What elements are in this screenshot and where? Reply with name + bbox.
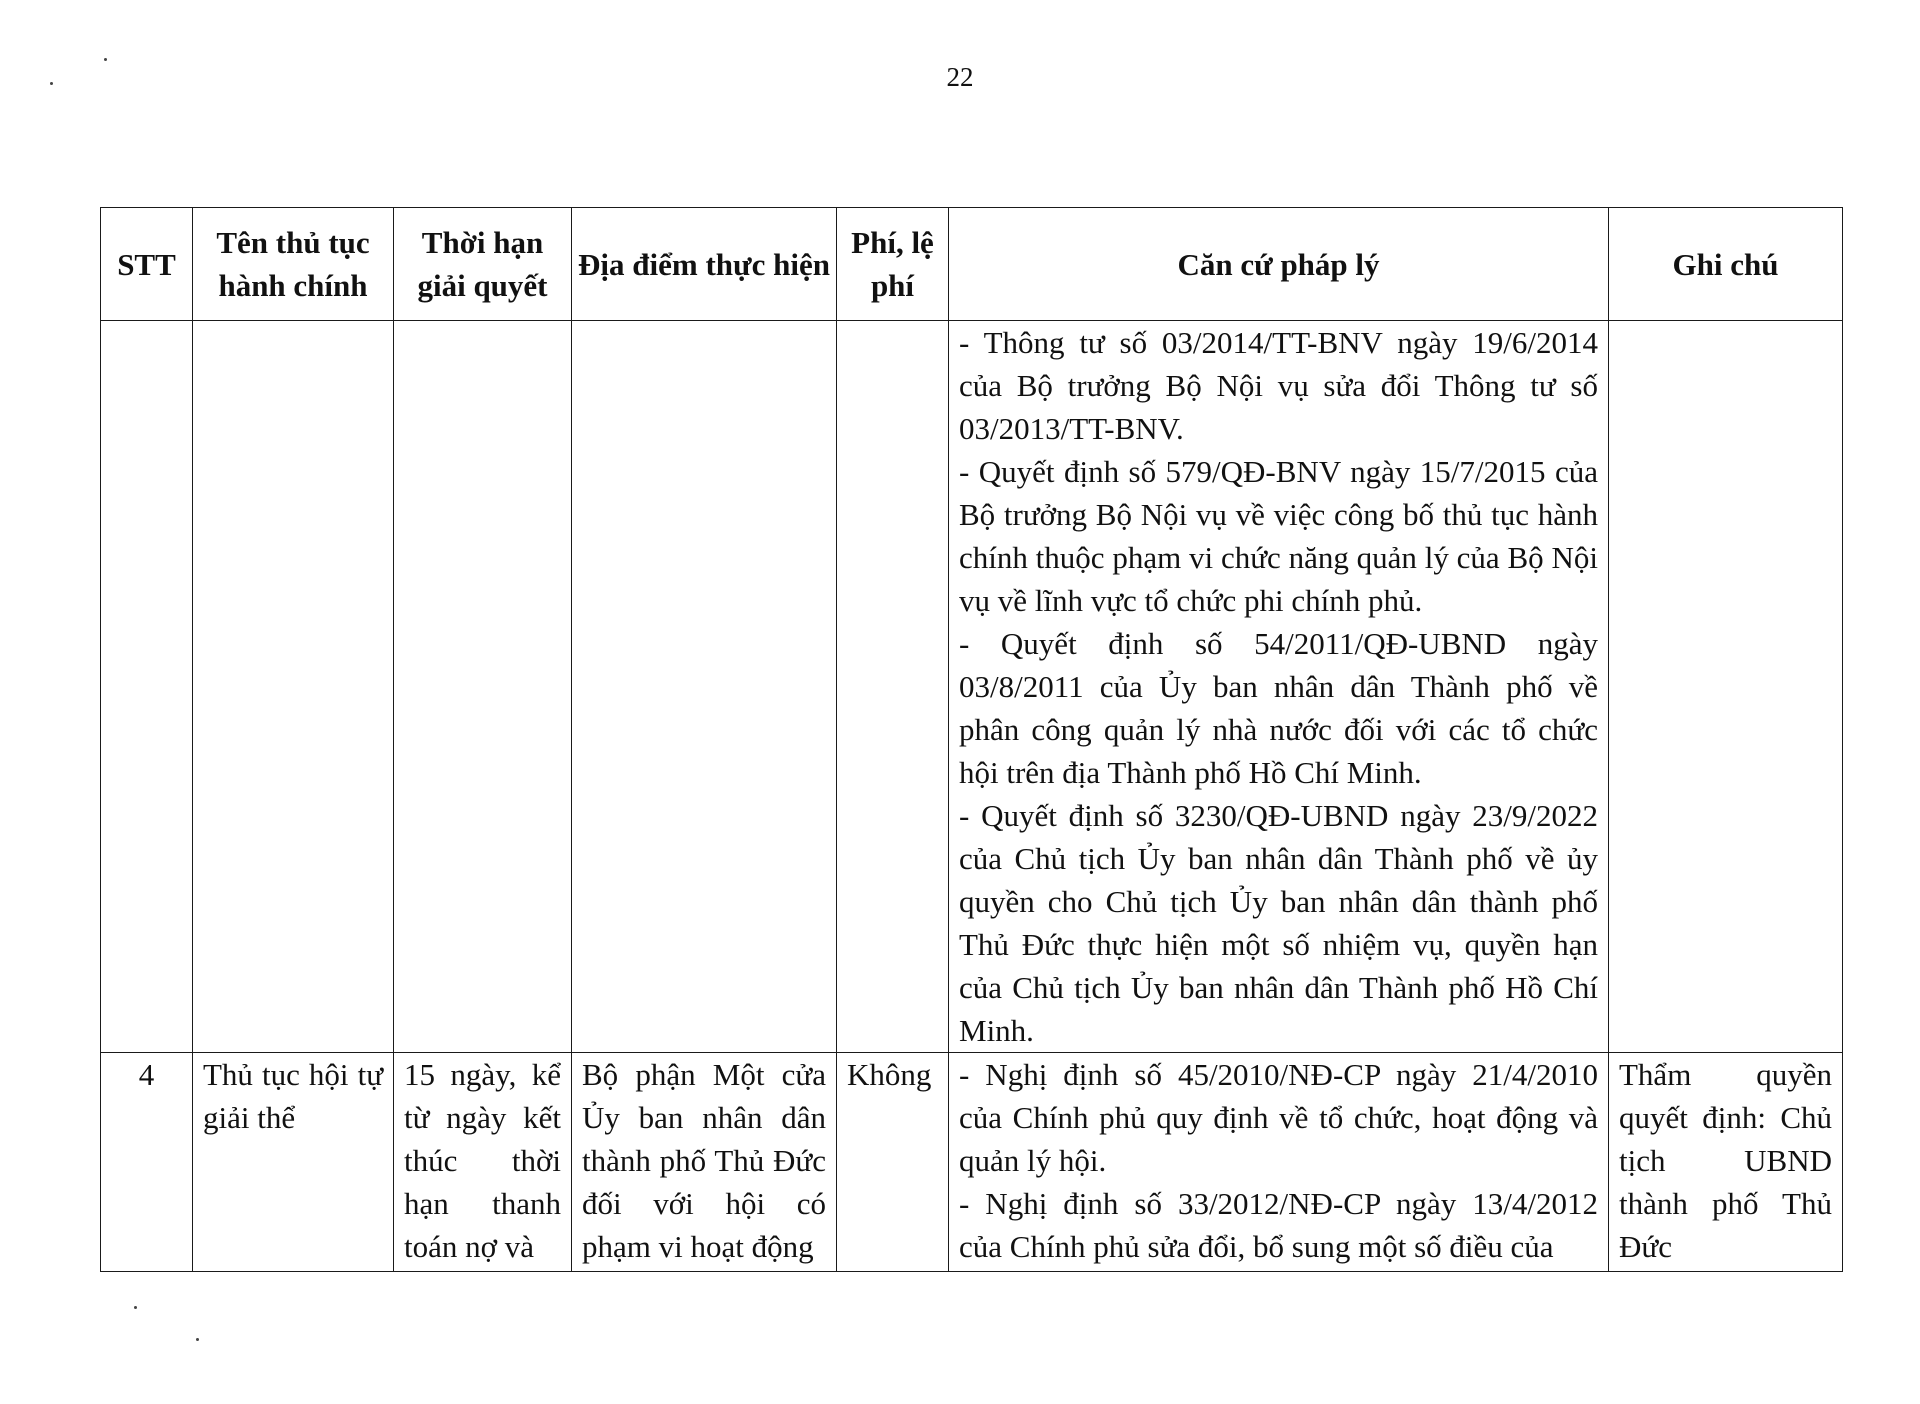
procedure-table: [100, 207, 1843, 1272]
page-number: 22: [946, 62, 974, 92]
header-dia-diem: Địa điểm thực hiện: [572, 208, 837, 321]
cell-phi: Không: [837, 1053, 949, 1272]
cell-phi-empty: [837, 321, 949, 1053]
scan-speck: [134, 1306, 137, 1309]
legal-basis-item: - Quyết định số 3230/QĐ-UBND ngày 23/9/2022 của Chủ tịch Ủy ban nhân dân Thành phố về ủy quyền cho Chủ tịch Ủy ban nhân dân thành phố Thủ Đức thực hiện một số nhiệm vụ, quyền hạn của Chủ tịch Ủy ban nhân dân Thành phố Hồ Chí Minh.: [959, 798, 1598, 1048]
cell-thoi-han-empty: [394, 321, 572, 1053]
legal-basis-item: - Quyết định số 54/2011/QĐ-UBND ngày 03/8/2011 của Ủy ban nhân dân Thành phố về phân công quản lý nhà nước đối với các tổ chức hội trên địa Thành phố Hồ Chí Minh.: [959, 626, 1598, 790]
table-row: [101, 1053, 1843, 1272]
cell-can-cu: [949, 1053, 1609, 1272]
table-row: [101, 321, 1843, 1053]
legal-basis-item: - Thông tư số 03/2014/TT-BNV ngày 19/6/2014 của Bộ trưởng Bộ Nội vụ sửa đổi Thông tư số 03/2013/TT-BNV.: [959, 325, 1598, 446]
cell-ten-thu-tuc-empty: [193, 321, 394, 1053]
header-thoi-han: Thời hạn giải quyết: [394, 208, 572, 321]
cell-dia-diem-empty: [572, 321, 837, 1053]
cell-can-cu: [949, 321, 1609, 1053]
legal-basis-item: - Nghị định số 45/2010/NĐ-CP ngày 21/4/2010 của Chính phủ quy định về tổ chức, hoạt động và quản lý hội.: [959, 1057, 1598, 1178]
cell-ten-thu-tuc: Thủ tục hội tự giải thể: [193, 1053, 394, 1272]
cell-stt-empty: [101, 321, 193, 1053]
header-can-cu: Căn cứ pháp lý: [949, 208, 1609, 321]
scan-speck: [104, 58, 107, 61]
header-stt: STT: [101, 208, 193, 321]
legal-basis-item: - Nghị định số 33/2012/NĐ-CP ngày 13/4/2012 của Chính phủ sửa đổi, bổ sung một số điều của: [959, 1186, 1598, 1264]
cell-thoi-han: 15 ngày, kể từ ngày kết thúc thời hạn thanh toán nợ và: [394, 1053, 572, 1272]
cell-stt: 4: [101, 1053, 193, 1272]
cell-ghi-chu-empty: [1609, 321, 1843, 1053]
header-phi: Phí, lệ phí: [837, 208, 949, 321]
scan-speck: [50, 82, 53, 85]
header-ten-thu-tuc: Tên thủ tục hành chính: [193, 208, 394, 321]
scan-speck: [196, 1338, 199, 1341]
header-ghi-chu: Ghi chú: [1609, 208, 1843, 321]
cell-dia-diem: Bộ phận Một cửa Ủy ban nhân dân thành phố Thủ Đức đối với hội có phạm vi hoạt động: [572, 1053, 837, 1272]
legal-basis-item: - Quyết định số 579/QĐ-BNV ngày 15/7/2015 của Bộ trưởng Bộ Nội vụ về việc công bố thủ tục hành chính thuộc phạm vi chức năng quản lý của Bộ Nội vụ về lĩnh vực tổ chức phi chính phủ.: [959, 454, 1598, 618]
table-header-row: [101, 208, 1843, 321]
cell-ghi-chu: Thẩm quyền quyết định: Chủ tịch UBND thành phố Thủ Đức: [1609, 1053, 1843, 1272]
